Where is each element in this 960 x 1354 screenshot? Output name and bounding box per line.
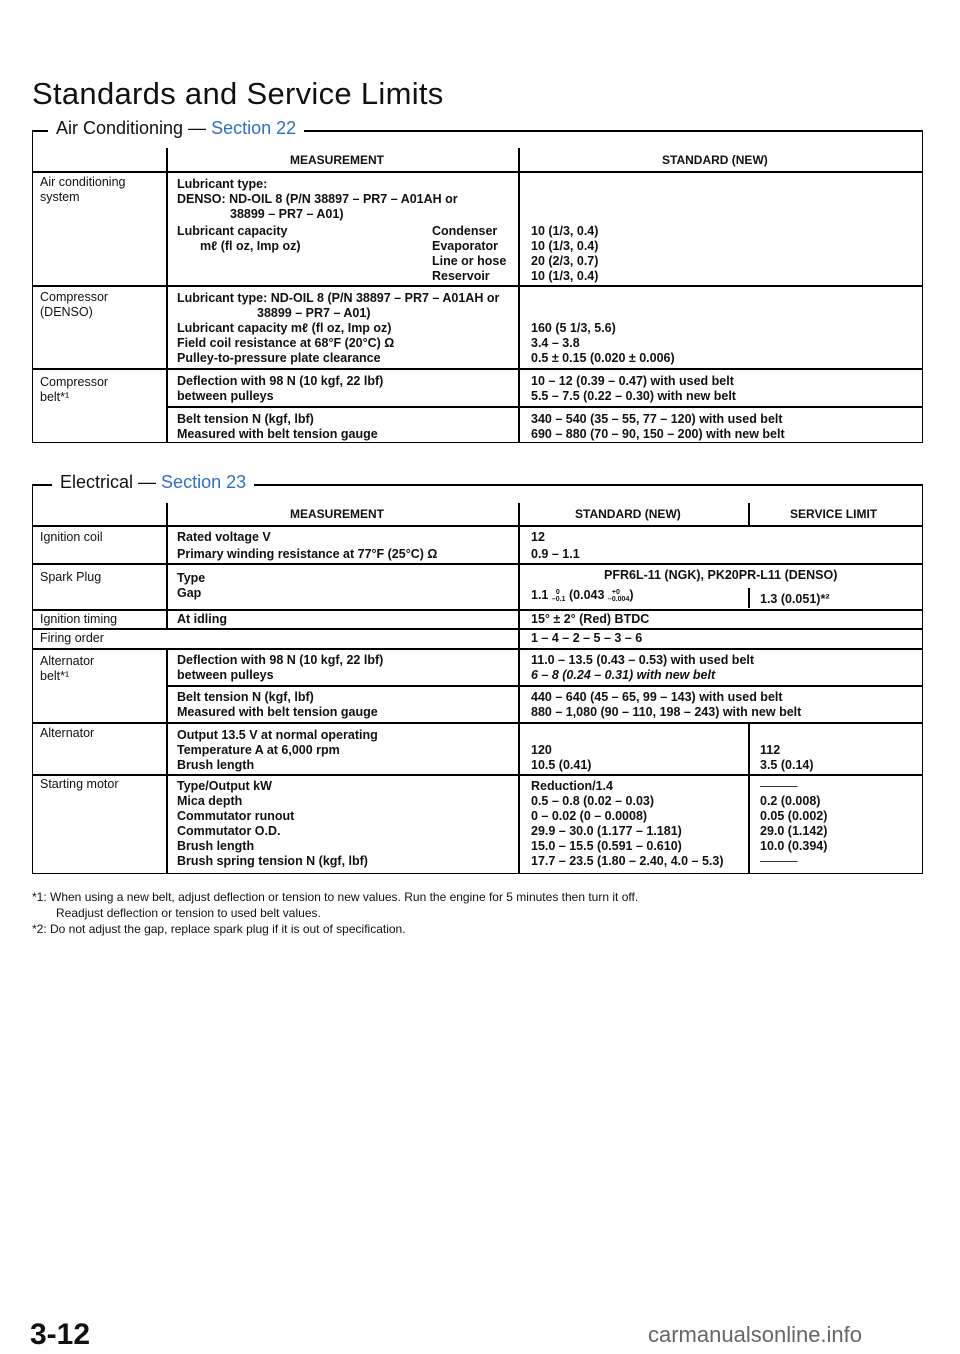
ac-col-sep-2 (518, 148, 520, 442)
ac-item-belt: Compressor belt*¹ (40, 375, 109, 404)
el-altbelt-deflection: Deflection with 98 N (10 kgf, 22 lbf) between pulleys (177, 653, 384, 682)
el-rule-coil (32, 563, 922, 565)
el-section-ref[interactable]: Section 23 (161, 472, 247, 492)
ac-system-parts: Condenser Evaporator Line or hose Reservoir (432, 224, 507, 283)
footnote-2: *2: Do not adjust the gap, replace spark plug if it is out of specification. (32, 922, 406, 936)
el-altbelt-tension: Belt tension N (kgf, lbf) Measured with belt tension gauge (177, 690, 378, 719)
el-rule-alt (32, 774, 922, 776)
ac-belt-tension-standard: 340 – 540 (35 – 55, 77 – 120) with used belt 690 – 880 (70 – 90, 150 – 200) with new belt (531, 412, 785, 441)
footnote-1-cont: Readjust deflection or tension to used belt values. (56, 906, 321, 920)
el-timing-standard: 15° ± 2° (Red) BTDC (531, 612, 650, 626)
el-starter-measurement: Type/Output kW Mica depth Commutator runout Commutator O.D. Brush length Brush spring tension N (kgf, lbf) (177, 779, 368, 868)
el-plug-gap-limit: 1.3 (0.051)*² (760, 592, 830, 606)
el-col-sep-3a (748, 503, 750, 525)
page-title: Standards and Service Limits (32, 76, 444, 111)
ac-item-system: Air conditioning system (40, 175, 126, 204)
el-col-sep-3c (748, 722, 750, 873)
watermark-left (0, 581, 1, 782)
ac-header-measurement: MEASUREMENT (290, 153, 385, 167)
el-starter-standard: Reduction/1.4 0.5 – 0.8 (0.02 – 0.03) 0 – 0.02 (0 – 0.0008) 29.9 – 30.0 (1.177 – 1.181) 15.0 – 15.5 (0.591 – 0.610) 17.7 – 23.5 (1.80 – 2.40, 4.0 – 5.3) (531, 779, 724, 868)
ac-hdr-rule (32, 171, 922, 173)
el-coil-measurement: Rated voltage V Primary winding resistance at 77°F (25°C) Ω (177, 530, 438, 561)
el-rule-altbelt (32, 722, 922, 724)
el-item-plug: Spark Plug (40, 570, 102, 584)
ac-row-rule-2 (32, 368, 922, 370)
el-starter-limit: ——— 0.2 (0.008) 0.05 (0.002) 29.0 (1.142) 10.0 (0.394) ——— (760, 779, 828, 868)
ac-item-compressor: Compressor (DENSO) (40, 290, 109, 319)
el-alternator-limit: 112 3.5 (0.14) (760, 743, 814, 772)
ac-compressor-standard: 160 (5 1/3, 5.6) 3.4 – 3.8 0.5 ± 0.15 (0.020 ± 0.006) (531, 321, 675, 365)
el-item-firing: Firing order (40, 631, 104, 645)
el-col-sep-3b (748, 588, 750, 608)
el-item-starter: Starting motor (40, 777, 119, 791)
el-plug-measurement: Type Gap (177, 571, 206, 600)
el-plug-type-standard: PFR6L-11 (NGK), PK20PR-L11 (DENSO) (604, 568, 838, 582)
el-col-sep-2 (518, 503, 520, 873)
el-section-label: Electrical — (60, 472, 157, 492)
el-plug-gap-standard: 1.1 0 –0.1 (0.043 +0 –0.004 ) (531, 588, 634, 603)
el-firing-standard: 1 – 4 – 2 – 5 – 3 – 6 (531, 631, 643, 645)
el-header-standard: STANDARD (NEW) (575, 507, 681, 521)
el-altbelt-deflection-standard: 11.0 – 13.5 (0.43 – 0.53) with used belt 6 – 8 (0.24 – 0.31) with new belt (531, 653, 755, 682)
el-coil-standard: 12 0.9 – 1.1 (531, 530, 580, 561)
el-item-alternator: Alternator (40, 726, 95, 740)
el-col-sep-1b (166, 648, 168, 873)
ac-belt-deflection-standard: 10 – 12 (0.39 – 0.47) with used belt 5.5 – 7.5 (0.22 – 0.30) with new belt (531, 374, 736, 403)
footnote-1: *1: When using a new belt, adjust deflection or tension to new values. Run the engine for 5 minutes then turn it off. (32, 890, 639, 904)
el-rule-plug (32, 609, 922, 611)
el-header-limit: SERVICE LIMIT (790, 507, 878, 521)
el-item-timing: Ignition timing (40, 612, 118, 626)
el-rule-altbelt-mid (166, 685, 922, 687)
el-timing-measurement: At idling (177, 612, 227, 626)
ac-row-rule-1 (32, 285, 922, 287)
el-item-coil: Ignition coil (40, 530, 103, 544)
el-rule-timing (32, 628, 922, 630)
el-item-altbelt: Alternator belt*¹ (40, 654, 95, 683)
watermark-bottom: carmanualsonline.info (648, 1322, 863, 1347)
el-hdr-rule (32, 525, 922, 527)
ac-section-ref[interactable]: Section 22 (211, 118, 297, 138)
ac-header-standard: STANDARD (NEW) (662, 153, 768, 167)
ac-belt-deflection: Deflection with 98 N (10 kgf, 22 lbf) between pulleys (177, 374, 384, 403)
el-altbelt-tension-standard: 440 – 640 (45 – 65, 99 – 143) with used belt 880 – 1,080 (90 – 110, 198 – 243) with new belt (531, 690, 802, 719)
ac-belt-tension: Belt tension N (kgf, lbf) Measured with belt tension gauge (177, 412, 378, 441)
el-rule-firing (32, 648, 922, 650)
el-alternator-standard: 120 10.5 (0.41) (531, 743, 592, 772)
ac-col-sep-1 (166, 148, 168, 442)
ac-section-label: Air Conditioning — (56, 118, 207, 138)
ac-compressor-measurement: Lubricant type: ND-OIL 8 (P/N 38897 – PR7 – A01AH or 38899 – PR7 – A01) Lubricant capacity mℓ (fl oz, Imp oz) Field coil resistance at 68°F (20°C) Ω Pulley-to-pressure plate clearance (177, 291, 500, 365)
page-number: 3-12 (30, 1318, 91, 1351)
ac-system-measurement: Lubricant type: DENSO: ND-OIL 8 (P/N 38897 – PR7 – A01AH or 38899 – PR7 – A01) Lubricant capacity mℓ (fl oz, Imp oz) (177, 177, 458, 253)
el-header-measurement: MEASUREMENT (290, 507, 385, 521)
ac-system-standard: 10 (1/3, 0.4) 10 (1/3, 0.4) 20 (2/3, 0.7) 10 (1/3, 0.4) (531, 224, 599, 283)
el-alternator-measurement: Output 13.5 V at normal operating Temperature A at 6,000 rpm Brush length (177, 728, 378, 772)
ac-row-rule-3 (166, 406, 922, 408)
